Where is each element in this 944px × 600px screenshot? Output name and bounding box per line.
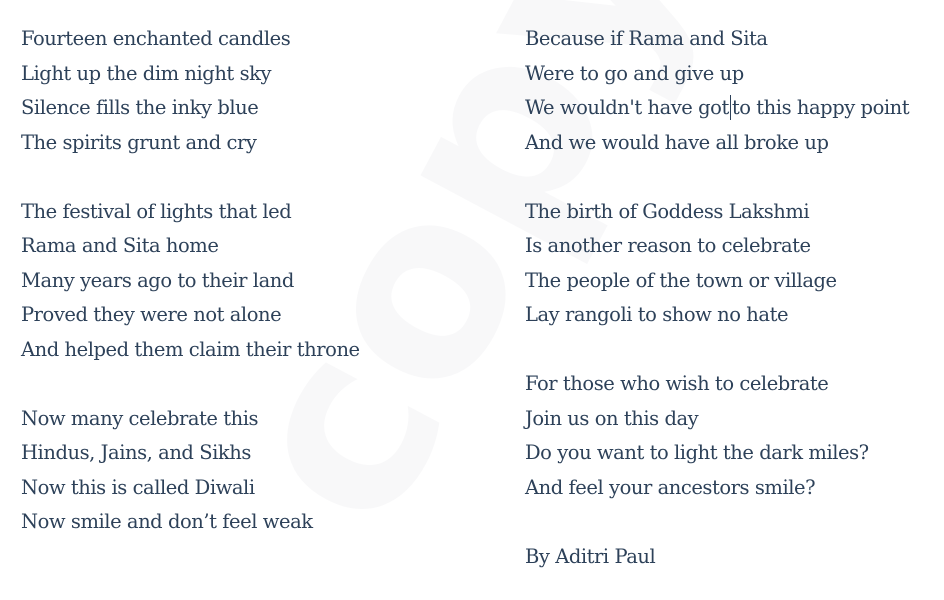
poem-line: The festival of lights that led (21, 199, 292, 223)
poem-line: And helped them claim their throne (21, 337, 360, 361)
stanza-2 (21, 195, 491, 368)
poem-line: The people of the town or village (525, 268, 837, 292)
author-byline: By Aditri Paul (525, 544, 656, 568)
stanza-3 (21, 402, 491, 540)
poem-line: Do you want to light the dark miles? (525, 441, 869, 464)
poem-line: Proved they were not alone (21, 303, 282, 326)
poem-line: Is another reason to celebrate (525, 234, 811, 257)
stanza-5 (525, 195, 935, 333)
poem-line: Many years ago to their land (21, 268, 294, 292)
poem-line: The birth of Goddess Lakshmi (525, 199, 810, 223)
poem-line: The spirits grunt and cry (21, 130, 257, 154)
poem-line: Silence fills the inky blue (21, 96, 259, 119)
poem-left-column (21, 22, 491, 574)
stanza-1 (21, 22, 491, 160)
poem-line: Now this is called Diwali (21, 475, 255, 499)
poem-line: Now smile and don’t feel weak (21, 510, 313, 533)
byline-block (525, 540, 935, 575)
poem-line-with-caret[interactable] (525, 91, 935, 126)
poem-line: Lay rangoli to show no hate (525, 303, 789, 326)
poem-line: Fourteen enchanted candles (21, 27, 291, 50)
poem-line: Were to go and give up (525, 61, 744, 85)
poem-right-column (525, 22, 935, 600)
stanza-6 (525, 367, 935, 505)
caret-line-before: We wouldn't have got (525, 96, 729, 119)
poem-line: And feel your ancestors smile? (525, 475, 816, 499)
poem-line: Now many celebrate this (21, 406, 259, 430)
caret-line-after: to this happy point (731, 96, 910, 119)
poem-line: For those who wish to celebrate (525, 372, 829, 395)
text-caret (730, 95, 731, 120)
poem-line: Because if Rama and Sita (525, 27, 768, 50)
poem-line: Light up the dim night sky (21, 61, 272, 85)
poem-line: Rama and Sita home (21, 234, 219, 257)
poem-line: Hindus, Jains, and Sikhs (21, 441, 251, 464)
poem-line: And we would have all broke up (525, 130, 829, 154)
stanza-4 (525, 22, 935, 160)
poem-line: Join us on this day (525, 406, 699, 430)
